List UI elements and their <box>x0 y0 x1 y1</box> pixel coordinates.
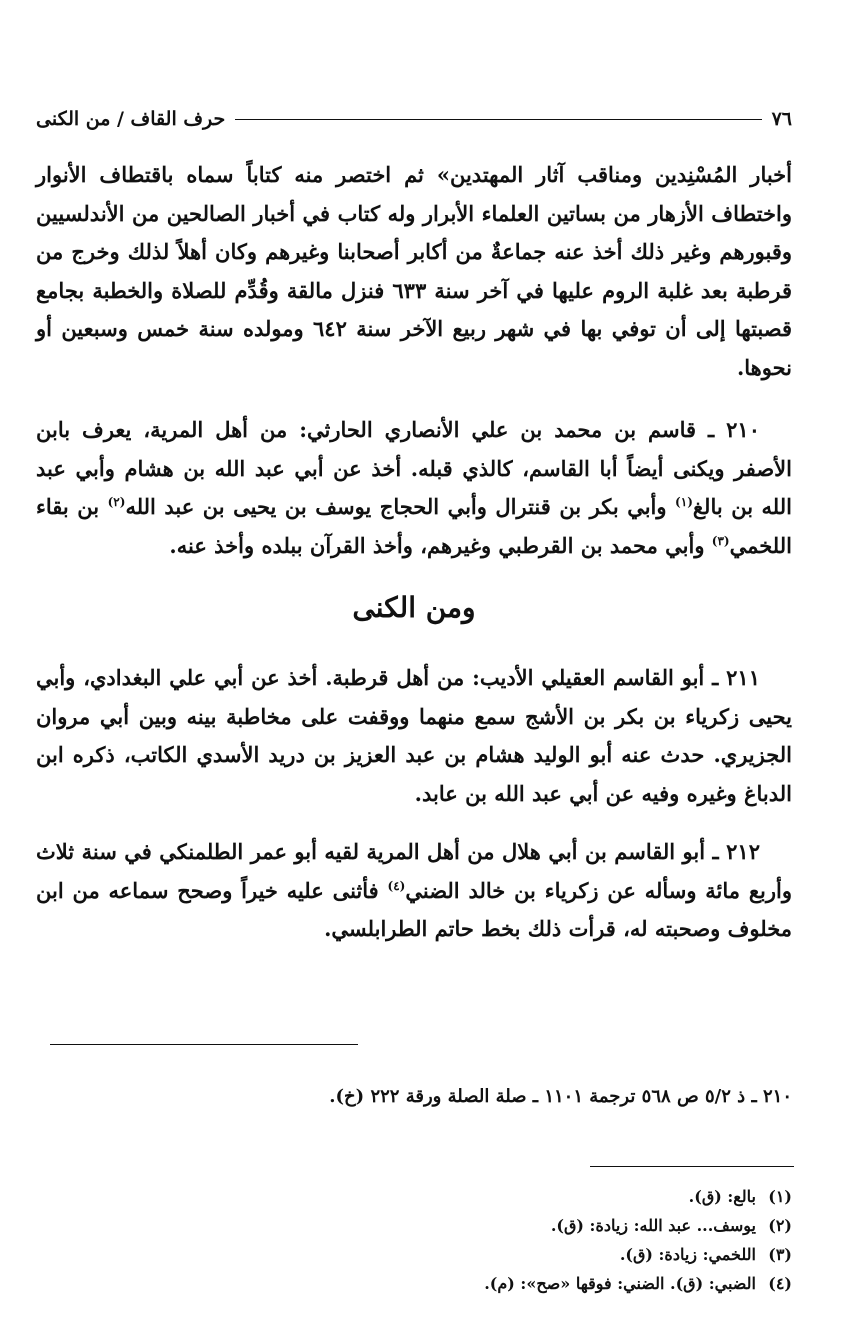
footnote-item <box>36 1182 792 1211</box>
footnote-text: الضبي: (ق). الضني: فوقها «صح»: (م). <box>484 1274 756 1293</box>
page-number: ٧٦ <box>771 108 792 130</box>
main-text <box>36 156 792 969</box>
entry-210-text-c: بن بقاء اللخمي <box>36 494 792 558</box>
paragraph-continuation: أخبار المُسْنِدين ومناقب آثار المهتدين» ثم اختصر منه كتاباً سماه باقتطاف الأنوار واختطاف الأزهار من بساتين العلماء الأبرار وله كتاب في أخبار الصالحين من الأندلسيين وقبورهم وغير ذلك أخذ عنه جماعةٌ من أكابر أصحابنا وغيرهم وكان أهلاً لذلك وخرج من قرطبة بعد غلبة الروم عليها في آخر سنة ٦٣٣ فنزل مالقة وقُدِّم للصلاة والخطبة بجامع قصبتها إلى أن توفي بها في شهر ربيع الآخر سنة ٦٤٢ ومولده سنة خمس وسبعين أو نحوها. <box>36 162 793 380</box>
footnote-text: بالع: (ق). <box>688 1187 756 1206</box>
source-note: ٢١٠ ـ ذ ٥/٢ ص ٥٦٨ ترجمة ١١٠١ ـ صلة الصلة ورقة ٢٢٢ (خ). <box>329 1086 792 1107</box>
footnote-number: (١) <box>768 1187 792 1206</box>
footnote-item <box>36 1240 792 1269</box>
footnote-item <box>36 1211 792 1240</box>
footnote-ref-3: (٣) <box>711 533 730 548</box>
footnote-number: (٢) <box>768 1216 792 1235</box>
section-heading: ومن الكنى <box>352 591 476 624</box>
footnote-text: اللخمي: زيادة: (ق). <box>619 1245 756 1264</box>
entry-210-text-b: وأبي بكر بن قنترال وأبي الحجاج يوسف بن يحيى بن عبد الله <box>125 494 676 519</box>
entry-212 <box>36 833 792 949</box>
entry-212-text-b: فأثنى عليه خيراً وصحح سماعه من ابن مخلوف وصحبته له، قرأت ذلك بخط حاتم الطرابلسي. <box>36 877 792 941</box>
entry-210-text-d: وأبي محمد بن القرطبي وغيرهم، وأخذ القرآن ببلده وأخذ عنه. <box>169 532 712 558</box>
running-header <box>36 104 792 134</box>
source-separator <box>50 1044 358 1045</box>
entry-212-text-a: ٢١٢ ـ أبو القاسم بن أبي هلال من أهل المرية لقيه أبو عمر الطلمنكي في سنة ثلاث وأربع مائة وسأله عن زكرياء بن خالد الضني <box>36 839 792 903</box>
footnote-ref-1: (١) <box>675 495 693 509</box>
running-title: حرف القاف / من الكنى <box>36 108 226 130</box>
footnotes <box>36 1182 792 1298</box>
entry-210-text-a: ٢١٠ ـ قاسم بن محمد بن علي الأنصاري الحارثي: من أهل المرية، يعرف بابن الأصفر ويكنى أيضاً أبا القاسم، كالذي قبله. أخذ عن أبي عبد الله بن هشام وأبي عبد الله بن بالغ <box>36 417 792 519</box>
footnote-ref-4: (٤) <box>387 878 406 893</box>
entry-211: ٢١١ ـ أبو القاسم العقيلي الأديب: من أهل قرطبة. أخذ عن أبي علي البغدادي، وأبي يحيى زكرياء بن بكر بن الأشج سمع منهما ووقفت على مخاطبة بينه وبين أبي مروان الجزيري. حدث عنه أبو الوليد هشام بن عبد العزيز بن دريد الأسدي الكاتب، ذكره ابن الدباغ وغيره وفيه عن أبي عبد الله بن عابد. <box>36 665 792 806</box>
entry-210 <box>36 411 792 565</box>
footnote-ref-2: (٢) <box>107 495 126 509</box>
footnote-item <box>36 1269 792 1298</box>
footnote-separator <box>590 1166 794 1167</box>
header-rule <box>235 119 761 120</box>
footnote-number: (٤) <box>768 1274 792 1293</box>
footnote-number: (٣) <box>768 1245 792 1264</box>
footnote-text: يوسف... عبد الله: زيادة: (ق). <box>550 1216 756 1235</box>
